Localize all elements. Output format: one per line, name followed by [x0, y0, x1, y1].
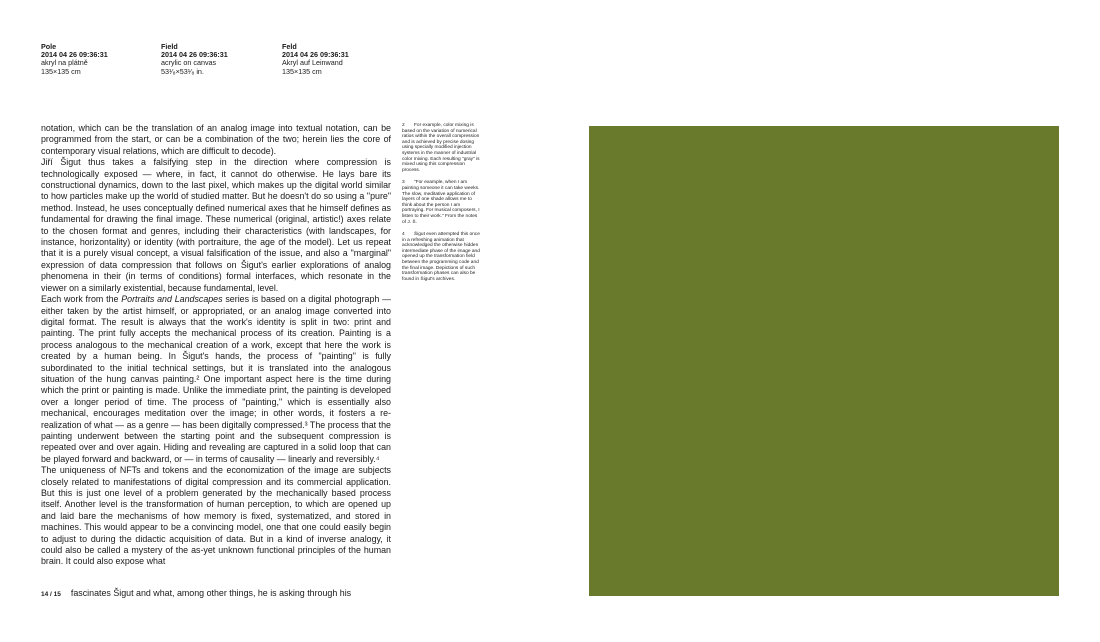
footnote — [402, 232, 482, 282]
caption-date: 2014 04 26 09:36:31 — [41, 50, 108, 60]
caption-medium: akryl na plátně — [41, 58, 88, 68]
caption-title: Pole — [41, 42, 57, 51]
paragraph: Jiří Šigut thus takes a falsifying step in the direction where compression is technologically exposed — where, in fact, it cannot do otherwise. He lays bare its constructional dynamics, down to the last pixel, which makes up the digital world similar to how particles make up the world of studied matter. But he doesn't do so using a "pure" method. Instead, he uses conceptually defined numerical axes that he himself defines as fundamental for drawing the final image. These numerical (original, artistic!) axes relate to the chosen format and genres, including their characteristics (with landscapes, for instance, horizontality) or identity (with portraiture, the age of the model). Let us repeat that it is a purely visual concept, a visual falsification of the issue, and also a "marginal" expression of data compression that follows on Šigut's earlier explorations of analog phenomena in their (in terms of conditions) formal interfaces, which resonate in the viewer on a similarly existential, because fundamental, level. — [41, 157, 391, 293]
paragraph — [41, 294, 391, 465]
caption-german — [282, 43, 349, 76]
footnote-text: Šigut even attempted this once in a refreshing animation that acknowledged the otherwise hidden intermediate phase of the image and opened up the transformation field between the programming code and the final image. Depictions of such transformation phases can also be found in Šigut's archives. — [402, 232, 480, 282]
caption-size: 135×135 cm — [41, 66, 81, 76]
caption-size: 53¹⁄₈×53¹⁄₈ in. — [161, 66, 204, 76]
folio-text: fascinates Šigut and what, among other things, he is asking through his — [70, 588, 352, 598]
footnote-number: 2 — [402, 123, 405, 128]
paragraph-text: Each work from the — [41, 294, 122, 305]
series-title: Portraits and Landscapes — [121, 294, 223, 305]
footnote — [402, 180, 482, 225]
paragraph: notation, which can be the translation of an analog image into textual notation, can be programmed from the start, or can be a combination of the two; herein lies the core of contemporary visual relations, which are difficult to decode). — [41, 123, 391, 156]
caption-date: 2014 04 26 09:36:31 — [282, 50, 349, 60]
caption-medium: Akryl auf Leinwand — [282, 58, 343, 68]
footnote-text: For example, color mixing is based on the variation of numerical ratios within the overall compression and is achieved by precise dosing using specially modified injection systems in the manner of industrial color mixing. Each resulting "gray" is mixed using this compression process. — [402, 123, 480, 173]
caption-title: Field — [161, 42, 178, 51]
caption-czech — [41, 43, 108, 76]
caption-medium: acrylic on canvas — [161, 58, 217, 68]
caption-size: 135×135 cm — [282, 66, 322, 76]
paragraph-text: series is based on a digital photograph — either taken by the artist himself, or appropriated, or an analog image converted into digital format. The result is always that the work's identity is split in two: print and painting. The print fully accepts the mechanical process of its creation. Painting is a process analogous to the mechanical creation of a work, except that here the work is created by a human being. In Šigut's hands, the process of "painting" is fully subordinated to the initial technical settings, but it is translated into the analogous situation of the hung canvas painting.² One important aspect here is the time during which the print or painting is made. Unlike the immediate print, the painting is developed over a longer period of time. The process of "painting," which is essentially also mechanical, encourages meditation over the image; in other words, it fosters a re-realization of what — as a genre — has been digitally compressed.³ The process that the painting underwent between the starting point and the subsequent compression is repeated over and over again. Hiding and revealing are captured in a solid loop that can be played forward and backward, or — in terms of causality — linearly and reversibly.⁴ — [41, 294, 391, 464]
caption-english — [161, 43, 228, 76]
artwork-plate — [589, 126, 1059, 596]
footnote — [402, 123, 482, 173]
folio-line — [41, 588, 351, 600]
footnote-text: "For example, when I am painting someone it can take weeks. The slow, meditative application of layers of one shade allows me to think about the person I am portraying. For musical composers, I listen to their work." From the notes of J. Š. — [402, 180, 480, 225]
paragraph: The uniqueness of NFTs and tokens and the economization of the image are subjects closely related to manifestations of digital compression and its commercial application. But this is just one level of a problem generated by the mechanically based process itself. Another level is the transformation of human perception, to which are opened up and laid bare the mechanisms of how memory is fixed, systematized, and stored in machines. This would appear to be a convincing model, one that one could easily begin to adjust to during the didactic acquisition of data. But in a kind of inverse analogy, it could also be called a mystery of the as-yet unknown functional principles of the human brain. It could also expose what — [41, 465, 391, 567]
footnotes — [402, 123, 482, 289]
footnote-number: 3 — [402, 180, 405, 186]
caption-title: Feld — [282, 42, 297, 51]
body-text — [41, 123, 391, 568]
footnote-number: 4 — [402, 232, 405, 238]
page-numbers: 14 / 15 — [41, 591, 61, 598]
caption-date: 2014 04 26 09:36:31 — [161, 50, 228, 60]
